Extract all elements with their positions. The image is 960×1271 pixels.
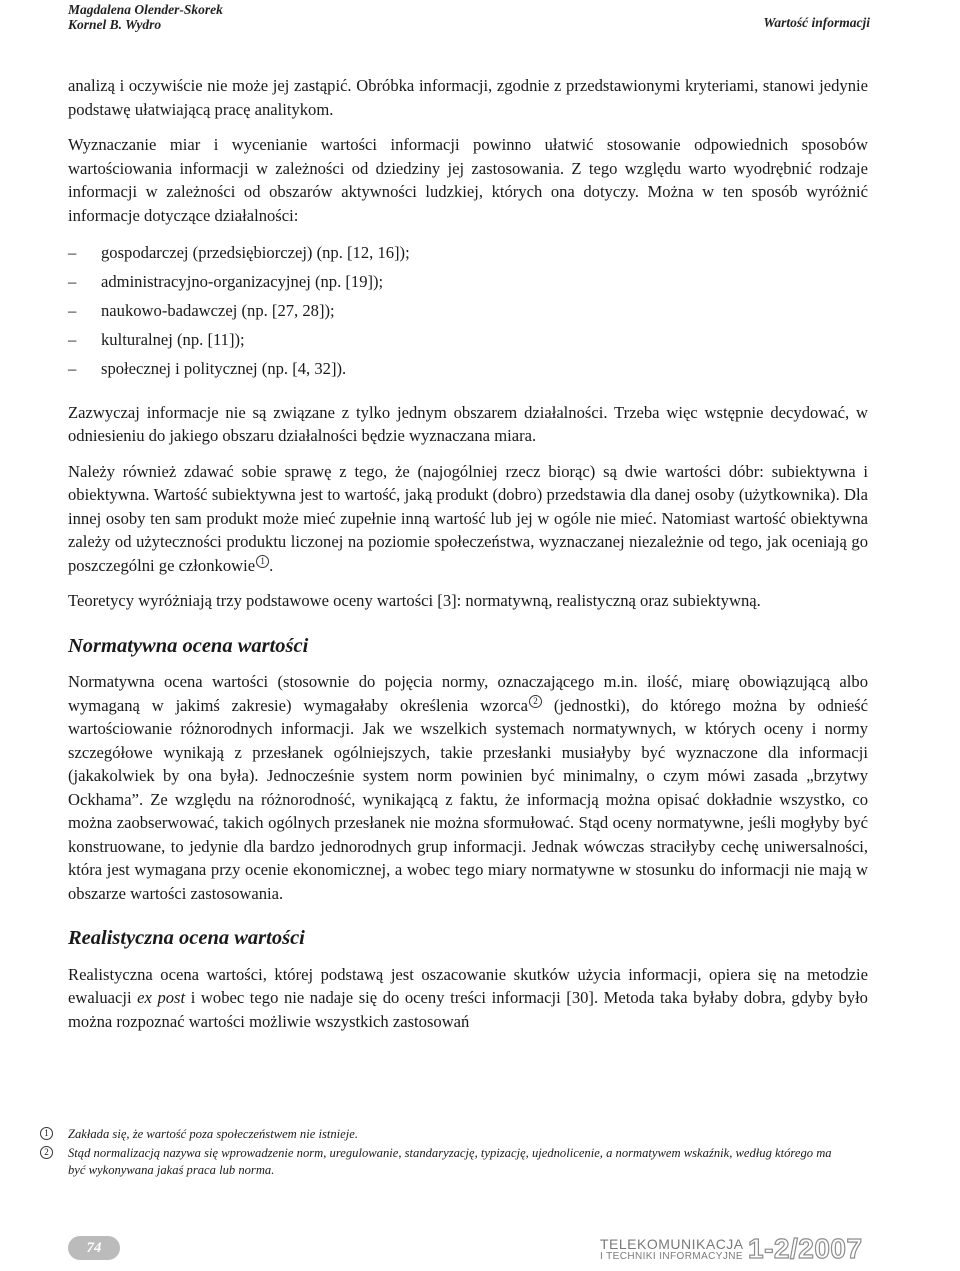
header-author-2: Kornel B. Wydro: [68, 17, 162, 32]
list-item-text: społecznej i politycznej (np. [4, 32]).: [101, 359, 347, 378]
paragraph: [68, 460, 868, 578]
paragraph: Wyznaczanie miar i wycenianie wartości informacji powinno ułatwić stosowanie odpowiednich sposobów wartościowania informacji w zależności od dziedziny jej zastosowania. Z tego względu warto wyodrębnić rodzaje informacji w zależności od obszarów aktywności ludzkiej, których ona dotyczy. Można w ten sposób wyróżnić informacje dotyczące działalności:: [68, 135, 868, 225]
page-number: 74: [68, 1236, 120, 1260]
list-item: [68, 299, 868, 323]
paragraph: [68, 670, 868, 905]
paragraph: Teoretycy wyróżniają trzy podstawowe oceny wartości [3]: normatywną, realistyczną oraz subiektywną.: [68, 591, 761, 610]
dash-bullet: –: [68, 301, 77, 320]
journal-name-line-2: I TECHNIKI INFORMACYJNE: [600, 1251, 743, 1262]
issue-number: 1-2/2007: [748, 1233, 863, 1264]
header-author-1: Magdalena Olender-Skorek: [68, 2, 223, 17]
dash-bullet: –: [68, 330, 77, 349]
footnote-ref-2[interactable]: 2: [529, 695, 542, 708]
section-heading-realistyczna: Realistyczna ocena wartości: [68, 927, 305, 949]
footnote: [40, 1145, 850, 1179]
header-section-title: Wartość informacji: [763, 15, 870, 30]
list-item: [68, 328, 868, 352]
list-item: [68, 270, 868, 294]
journal-name-line-1: TELEKOMUNIKACJA: [600, 1236, 744, 1252]
list-item: [68, 357, 868, 381]
footnote-mark: 2: [40, 1146, 53, 1159]
footnote-text: Stąd normalizacją nazywa się wprowadzenie norm, uregulowanie, standaryzację, typizację, ujednolicenie, a normatywem wskaźnik, według którego ma być wykonywana jakaś praca lub norma.: [68, 1146, 832, 1177]
latin-term: ex post: [137, 988, 186, 1007]
article-body: [68, 74, 868, 1045]
journal-name: [600, 1237, 744, 1263]
paragraph-end: .: [269, 555, 274, 575]
list-item-text: administracyjno-organizacyjnej (np. [19]);: [101, 272, 384, 291]
footnote: [40, 1126, 850, 1143]
paragraph-text: Normatywna ocena wartości (stosownie do pojęcia normy, oznaczającego m.in. ilość, miarę obowiązującą albo wymaganą w jakimś zakresie) wymagałaby określenia wzorca: [68, 672, 868, 715]
dash-bullet: –: [68, 243, 77, 262]
list-item-text: gospodarczej (przedsiębiorczej) (np. [12, 16]);: [101, 243, 410, 262]
paragraph: analizą i oczywiście nie może jej zastąpić. Obróbka informacji, zgodnie z przedstawionymi kryteriami, stanowi jedynie podstawę ułatwiającą pracę analitykom.: [68, 76, 868, 119]
list-item-text: naukowo-badawczej (np. [27, 28]);: [101, 301, 335, 320]
paragraph: [68, 963, 868, 1034]
dash-bullet: –: [68, 359, 77, 378]
section-heading-normatywna: Normatywna ocena wartości: [68, 634, 309, 657]
list-item-text: kulturalnej (np. [11]);: [101, 330, 245, 349]
footnote-mark: 1: [40, 1127, 53, 1140]
footnote-ref-1[interactable]: 1: [256, 555, 269, 568]
paragraph-text: Należy również zdawać sobie sprawę z tego, że (najogólniej rzecz biorąc) są dwie wartości dóbr: subiektywna i obiektywna. Wartość subiektywna jest to wartość, jaką produkt (dobro) przedstawia dla danej osoby (użytkownika). Dla innej osoby ten sam produkt może mieć zupełnie inną wartość lub jej w ogóle nie mieć. Natomiast wartość obiektywna zależy od użyteczności produktu liczonej na poziomie społeczeństwa, wyznaczanej niezależnie od tego, jak oceniają go poszczególni ge członkowie: [68, 461, 868, 575]
dash-bullet: –: [68, 272, 77, 291]
footnote-text: Zakłada się, że wartość poza społeczeństwem nie istnieje.: [68, 1127, 358, 1141]
running-header: [68, 2, 870, 32]
paragraph-text-cont: (jednostki), do którego można by odnieść wartościowanie różnorodnych informacji. Jak we wszelkich systemach normatywnych, w których oceny i normy szczegółowe wynikają z przesłanek ogólniejszych, takie przesłanki musiałyby być wyznaczone dla informacji (jakakolwiek by ona była). Jednocześnie system norm powinien być minimalny, o czym mówi zasada „brzytwy Ockhama”. Ze względu na różnorodność, wynikającą z faktu, że informacją można opisać dokładnie wszystko, co można zaobserwować, takich ogólnych przesłanek nie można sformułować. Stąd oceny normatywne, jeśli mogłyby być konstruowane, to jedynie dla bardzo jednorodnych grup informacji. Jednak wówczas straciłyby cechę uniwersalności, która jest wymagana przy ocenie ekonomicznej, a wobec tego miary normatywne w stosunku do informacji nie mają w obszarze wartości zastosowania.: [68, 695, 869, 903]
paragraph: Zazwyczaj informacje nie są związane z tylko jednym obszarem działalności. Trzeba więc wstępnie decydować, w odniesieniu do jakiego obszaru działalności będzie wyznaczana miara.: [68, 402, 868, 445]
list-item: [68, 241, 868, 265]
paragraph-text-cont: i wobec tego nie nadaje się do oceny treści informacji [30]. Metoda taka byłaby dobra, gdyby było można rozpoznać wartości możliwie wszystkich zastosowań: [68, 988, 868, 1031]
activity-list: [68, 241, 868, 381]
paragraph-text: Realistyczna ocena wartości, której podstawą jest oszacowanie skutków użycia informacji, opiera się na metodzie ewaluacji: [68, 964, 868, 1007]
